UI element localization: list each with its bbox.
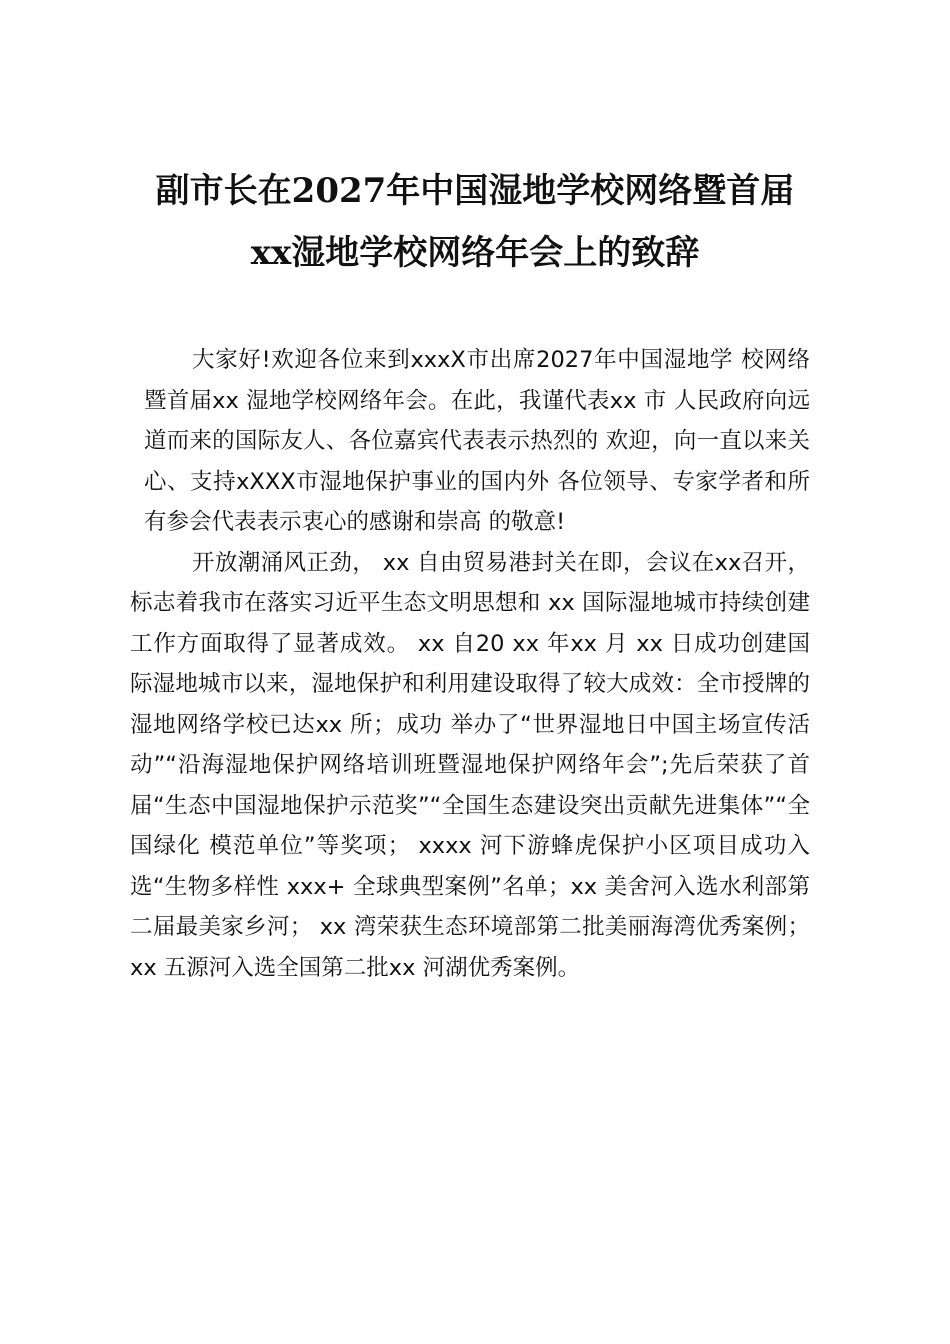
title-line-2: xx湿地学校网络年会上的致辞 bbox=[250, 233, 700, 273]
paragraph-achievements: 开放潮涌风正劲， xx 自由贸易港封关在即，会议在xx召开，标志着我市在落实习近平生态文明思想和 xx 国际湿地城市持续创建工作方面取得了显著成效。 xx 自20 xx 年xx 月 xx 日成功创建国际湿地城市以来，湿地保护和利用建设取得了较大成效：全市授牌的湿地网络学校已达xx 所；成功 举办了“世界湿地日中国主场宣传活动”“沿海湿地保护网络培训班暨湿地保护网络年会”;先后荣获了首届“生态中国湿地保护示范奖”“全国生态建设突出贡献先进集体”“全国绿化 模范单位”等奖项； xxxx 河下游蜂虎保护小区项目成功入选“生物多样性 xxx+ 全球典型案例”名单；xx 美舍河入选水利部第二届最美家乡河； xx 湾荣获生态环境部第二批美丽海湾优秀案例； xx 五源河入选全国第二批xx 河湖优秀案例。 bbox=[130, 549, 810, 981]
document-title bbox=[100, 160, 850, 284]
paragraph-welcome: 大家好!欢迎各位来到xxxX市出席2027年中国湿地学 校网络暨首届xx 湿地学校网络年会。在此，我谨代表xx 市 人民政府向远道而来的国际友人、各位嘉宾代表表示热烈的 欢迎，向一直以来关心、支持xXXX市湿地保护事业的国内外 各位领导、专家学者和所有参会代表表示衷心的感谢和崇高 的敬意! bbox=[144, 347, 810, 535]
title-line-1: 副市长在2027年中国湿地学校网络暨首届 bbox=[155, 171, 795, 211]
document-body bbox=[130, 340, 810, 988]
